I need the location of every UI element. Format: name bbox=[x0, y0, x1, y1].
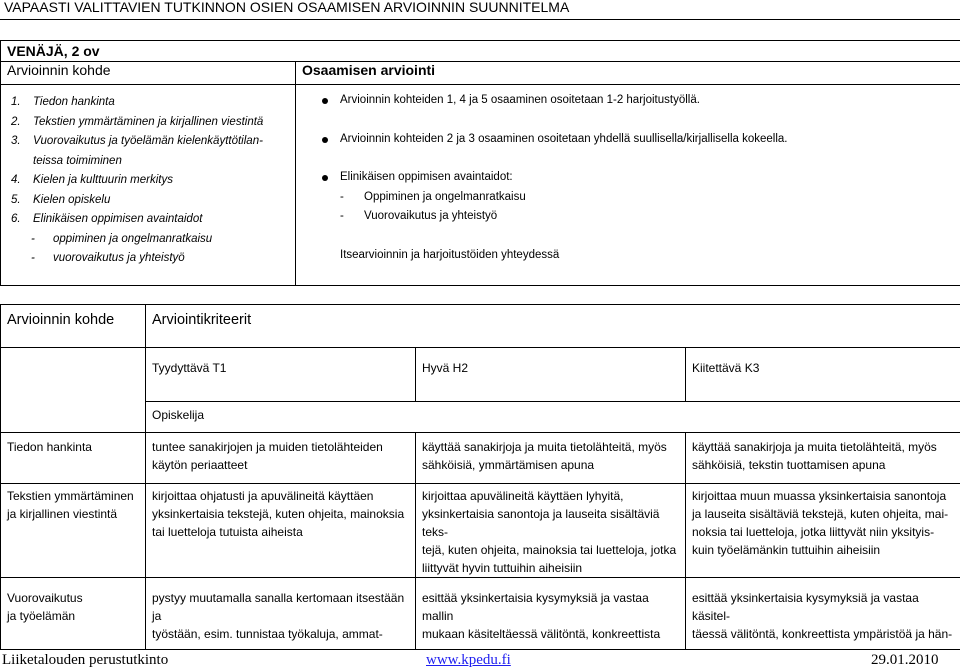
bullet-icon bbox=[316, 130, 340, 150]
level-k3: Kiitettävä K3 bbox=[686, 348, 960, 402]
row-t1: kirjoittaa ohjatusti ja apuvälineitä käyttäen yksinkertaisia tekstejä, kuten ohjeita, mainoksia tai luetteloja tutuista aiheista bbox=[146, 484, 416, 578]
criteria-table bbox=[0, 304, 960, 650]
row-object: Vuorovaikutus ja työelämän bbox=[1, 578, 146, 650]
level-t1: Tyydyttävä T1 bbox=[146, 348, 416, 402]
list-item: 5. Kielen opiskelu bbox=[11, 193, 111, 206]
bullet-subitem: - Oppiminen ja ongelmanratkaisu bbox=[340, 190, 526, 203]
group-label: Opiskelija bbox=[146, 402, 960, 433]
footer-link[interactable]: www.kpedu.fi bbox=[426, 652, 511, 668]
objects-list bbox=[1, 85, 295, 269]
row-k3: kirjoittaa muun muassa yksinkertaisia sanontoja ja lauseita sisältäviä tekstejä, kuten ohjeita, mai- noksia tai luetteloja, jotka liittyvät niin yksityis- kuin työelämänkin tuttuihin aiheisiin bbox=[686, 484, 960, 578]
list-item: 4. Kielen ja kulttuurin merkitys bbox=[11, 174, 173, 186]
assessment-plan-table bbox=[0, 40, 960, 286]
row-k3: esittää yksinkertaisia kysymyksiä ja vastaa käsitel- täessä välitöntä, konkreettista ympäristöä ja hän- bbox=[686, 578, 960, 650]
list-item: teissa toimiminen bbox=[33, 154, 122, 167]
footer-date: 29.01.2010 bbox=[871, 652, 939, 668]
bullet-item: Elinikäisen oppimisen avaintaidot: bbox=[316, 168, 954, 188]
bullet-item: Arvioinnin kohteiden 2 ja 3 osaaminen osoitetaan yhdellä suullisella/kirjallisella kokeella. bbox=[316, 130, 954, 150]
footer-left: Liiketalouden perustutkinto bbox=[2, 652, 169, 668]
assessment-list bbox=[296, 85, 960, 265]
row-t1: tuntee sanakirjojen ja muiden tietolähteiden käytön periaatteet bbox=[146, 433, 416, 484]
row-t1: pystyy muutamalla sanalla kertomaan itsestään ja työstään, esim. tunnistaa työkaluja, ammat- bbox=[146, 578, 416, 650]
assessment-header: Osaamisen arviointi bbox=[296, 62, 960, 85]
list-item: 1. Tiedon hankinta bbox=[11, 96, 115, 108]
document-title: VAPAASTI VALITTAVIEN TUTKINNON OSIEN OSAAMISEN ARVIOINNIN SUUNNITELMA bbox=[4, 0, 570, 15]
assessment-cell bbox=[296, 85, 960, 286]
list-item: 2. Tekstien ymmärtäminen ja kirjallinen viestintä bbox=[11, 115, 264, 128]
level-h2: Hyvä H2 bbox=[416, 348, 686, 402]
list-subitem: - vuorovaikutus ja yhteistyö bbox=[31, 252, 185, 264]
object-header: Arvioinnin kohde bbox=[1, 62, 296, 85]
list-subitem: - oppiminen ja ongelmanratkaisu bbox=[31, 232, 213, 245]
criteria-column-header: Arviointikriteerit bbox=[146, 305, 960, 348]
bullet-subitem: - Vuorovaikutus ja yhteistyö bbox=[340, 210, 498, 222]
subject-title: VENÄJÄ, 2 ov bbox=[1, 41, 960, 62]
header-rule bbox=[0, 19, 960, 20]
row-h2: käyttää sanakirjoja ja muita tietolähteitä, myös sähköisiä, ymmärtämisen apuna bbox=[416, 433, 686, 484]
list-item: 3. Vuorovaikutus ja työelämän kielenkäyttötilan- bbox=[11, 135, 263, 147]
list-item: 6. Elinikäisen oppimisen avaintaidot bbox=[11, 213, 203, 225]
page-header bbox=[0, 0, 960, 20]
object-column-header: Arvioinnin kohde bbox=[1, 305, 146, 348]
bullet-icon bbox=[316, 91, 340, 111]
assessment-note: Itsearvioinnin ja harjoitustöiden yhteydessä bbox=[340, 248, 560, 261]
row-k3: käyttää sanakirjoja ja muita tietolähteitä, myös sähköisiä, tekstin tuottamisen apuna bbox=[686, 433, 960, 484]
row-h2: esittää yksinkertaisia kysymyksiä ja vastaa mallin mukaan käsiteltäessä välitöntä, konkreettista bbox=[416, 578, 686, 650]
bullet-icon bbox=[316, 168, 340, 188]
row-object: Tekstien ymmärtäminen ja kirjallinen viestintä bbox=[1, 484, 146, 578]
row-object: Tiedon hankinta bbox=[1, 433, 146, 484]
bullet-item: Arvioinnin kohteiden 1, 4 ja 5 osaaminen osoitetaan 1-2 harjoitustyöllä. bbox=[316, 91, 954, 111]
objects-cell bbox=[1, 85, 296, 286]
page-footer bbox=[0, 652, 960, 672]
row-h2: kirjoittaa apuvälineitä käyttäen lyhyitä, yksinkertaisia sanontoja ja lauseita sisältäviä teks- tejä, kuten ohjeita, mainoksia tai luetteloja, jotka liittyvät hyvin tuttuihin aiheisiin bbox=[416, 484, 686, 578]
empty-cell bbox=[1, 348, 146, 433]
